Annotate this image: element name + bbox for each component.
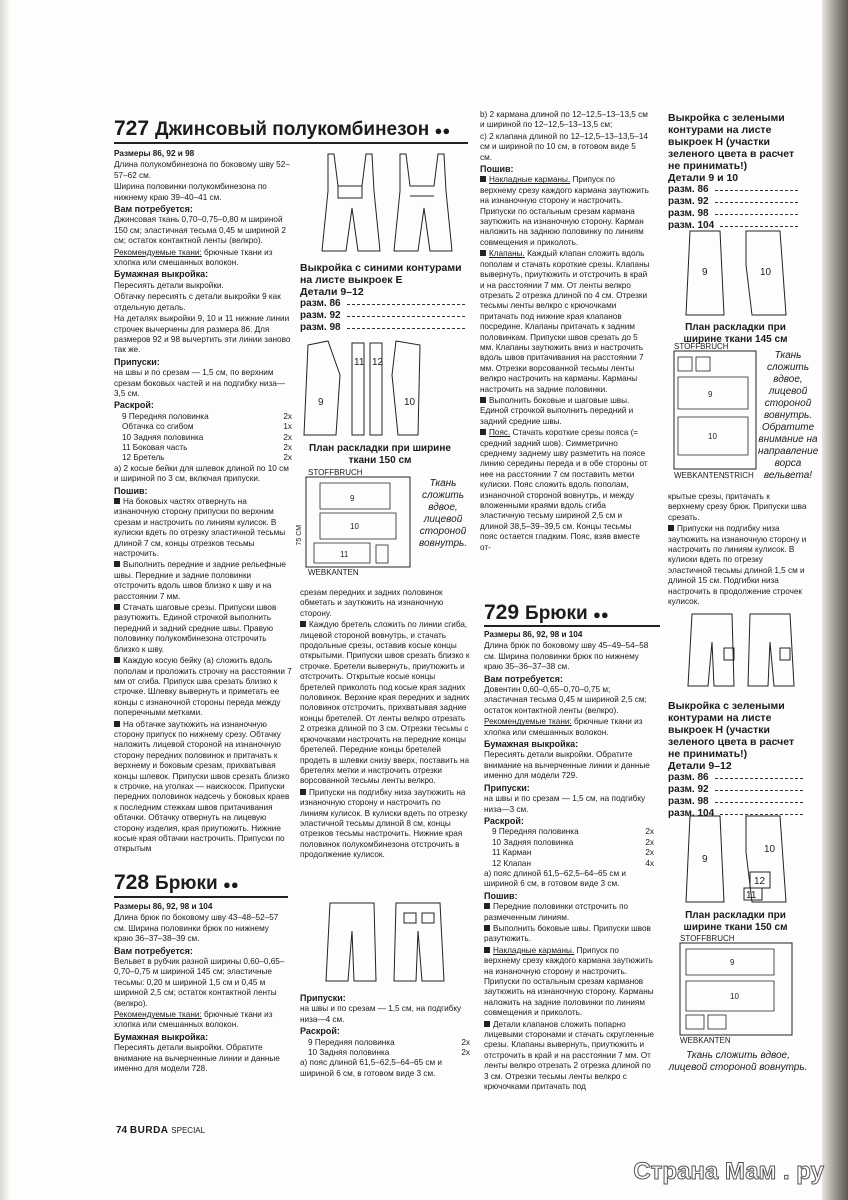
svg-text:STOFFBRUCH: STOFFBRUCH [674, 342, 729, 351]
layout-plan-title-727: План раскладки при ширине ткани 150 см [309, 443, 451, 466]
step-marker [114, 657, 120, 663]
title-rule [484, 625, 660, 627]
materials-text: Джинсовая ткань 0,70–0,75–0,80 м шириной 150 см; эластичная тесьма 0,45 м шириной 2 см; остаток контактной ленты (велкро). [114, 215, 286, 246]
pattern-pieces-col4 [680, 225, 805, 320]
model-title: Джинсовый полукомбинезон [155, 119, 430, 140]
model-727-title [114, 118, 474, 142]
sewing-step: Припуски на подгибку низа заутюжить на изнаночную сторону и настрочить по линиям кулисок. В кулиски вдеть по отрезку эластичной тесьмы длиной 8 см, концы отрезков тесьмы настрочить. Нижние края половинок полукомбинезона отстрочить в продолжение кулисок. [300, 787, 468, 860]
pattern-sheet-title: Выкройка с синими контурами на листе выкроек Е [300, 262, 462, 286]
model-728-title: 728 Брюки ●● [114, 871, 239, 894]
svg-text:9: 9 [702, 854, 708, 865]
step-marker [114, 561, 120, 567]
sewing-step: На обтачке заутюжить на изнаночную сторону припуск по нижнему срезу. Обтачку наложить лицевой стороной на изнаночную сторону передних половинок и притачать к верхнему и боковым срезам, прихватывая концы шлевок. Припуски швов срезать близко к строчке, на уголках — наискосок. Припуски передних половинок надсечь у боковых краев к последним стежкам швов притачивания обтачки. Обтачку отвернуть на лицевую сторону изделия, края приутюжить. Нижние косые края обтачки настрочить. Припуски по открытым [114, 719, 290, 854]
svg-text:STRICH: STRICH [724, 471, 754, 480]
facing-text: Обтачку пересиять с детали выкройки 9 как отдельную деталь. [114, 292, 281, 312]
svg-text:9: 9 [318, 397, 324, 408]
svg-text:9: 9 [702, 267, 708, 278]
cut-item: 9 Передняя половинка 2x [122, 411, 292, 421]
svg-text:10: 10 [708, 432, 717, 441]
trousers-729-illustration [676, 606, 806, 694]
step-marker [114, 498, 120, 504]
title-rule [114, 896, 288, 898]
svg-text:WEBKANTEN: WEBKANTEN [680, 1036, 731, 1045]
size-line: разм. 92 [300, 310, 465, 322]
pattern-sheet-box-col4: Выкройка с зелеными контурами на листе выкроек Н (участки зеленого цвета в расчет не принимать!) Детали 9 и 10 разм. 86 разм. 92 разм. 98 разм. 104 [668, 112, 798, 232]
cut-extra: а) 2 косые бейки для шлевок длиной по 10 см и шириной по 3 см, включая припуски. [114, 463, 289, 484]
svg-text:9: 9 [730, 958, 735, 967]
overall-illustration [300, 146, 465, 256]
fold-label: STOFFBRUCH [308, 468, 363, 477]
sizes-title: Размеры 86, 92 и 98 [114, 149, 195, 158]
pattern-sheet-box-729: Выкройка с зелеными контурами на листе выкроек Н (участки зеленого цвета в расчет не принимать!) Детали 9–12 разм. 86 разм. 92 разм. 98 разм. 104 [668, 700, 803, 820]
binding-shadow [822, 0, 848, 1200]
svg-text:9: 9 [708, 390, 713, 399]
lines-text: На деталях выкройки 9, 10 и 11 нижние линии строчек вычерчены для размера 86. Для размеров 92 и 98 вычертить эти линии заново так же. [114, 314, 291, 355]
size-line: разм. 86 [300, 298, 465, 310]
layout-plan-727 [300, 468, 418, 577]
materials-title: Вам потребуется: [114, 204, 193, 215]
brand-name: BURDA [129, 1125, 169, 1136]
selvage-label: WEBKANTEN [308, 568, 359, 577]
model-729-title: 729 Брюки ●● [484, 601, 609, 624]
cut-item: Обтачка со сгибом 1x [122, 422, 292, 432]
pattern-sheet-box-727 [300, 262, 465, 334]
model-727-col3: b) 2 кармана длиной по 12–12,5–13–13,5 см и шириной по 12–12,5–13–13,5 см; c) 2 клапана длиной по 12–12,5–13–13,5–14 см и шириной по 10 см, в готовом виде 5 см. Пошив: Накладные карманы. Припуск по верхнему срезу каждого кармана заутюжить на изнаночную сторону и настрочить. Припуски по остальным срезам кармана заутюжить на изнаночную сторону. Карман наложить на заднюю половинку по линиям совмещения и приколоть. Клапаны. Каждый клапан сложить вдоль пополам и стачать короткие срезы. Клапаны вывернуть, приутюжить и отстрочить в край и на расстоянии 7 мм. От ленты велкро отрезать 2 отрезка длиной по 4 см. Отрезки тесьмы ленты велкро с крючочками притачать под нижние края клапанов посредине. Клапаны притачать к задним половинкам. Припуски швов срезать до 5 мм. Клапаны заутюжить вниз и настрочить вдоль швов притачивания на расстоянии 7 мм. Отрезки ворсованной тесьмы ленты велкро настрочить на карманы. Карманы настрочить на задние половинки. Выполнить боковые и шаговые швы. Единой строчкой выполнить передний и задний средние швы. Пояс. Стачать короткие срезы пояса (= средний задний шов). Симметрично среднему заднему шву разметить на поясе линию середины переда и в обе стороны от нее на расстоянии 7 см поставить метки кулиски. Пояс сложить вдоль пополам, изнаночной стороной вовнутрь, и между вложенными краями вдоль сгиба эластичную тесьму шириной 2,5 см и длиной 38,5–39–39,5 см. Концы тесьмы пояс остается гладким. Пояс, взяв вместе от- [480, 110, 650, 552]
sewing-step: Каждую косую бейку (а) сложить вдоль пополам и проложить строчку на расстоянии 7 мм от сгиба. Припуск шва срезать близко к строчке. Шлевку вывернуть и приметать ее концы с изнаночной стороны переда между поперечными метками. [114, 656, 292, 718]
svg-text:10: 10 [404, 397, 416, 408]
model-728-col2: Припуски: на швы и по срезам — 1,5 см, на подгибку низа—4 см. Раскрой: 9 Передняя половинка 2x 10 Задняя половинка 2x а) пояс длиной 61,5–62,5–64–65 см и шириной 6 см, в готовом виде 3 см. [300, 993, 470, 1078]
pattern-text: Пересиять детали выкройки. [114, 280, 224, 290]
page-number: 74 [116, 1125, 128, 1136]
height-label-727: 75 CM [296, 524, 304, 546]
svg-text:9: 9 [350, 494, 355, 503]
model-729-col: Размеры 86, 92, 98 и 104 Длина брюк по боковому шву 45–49–54–58 см. Ширина половинки брюк по нижнему краю 35–36–37–38 см. Вам потребуется: Довентин 0,60–0,65–0,70–0,75 м; эластичная тесьма 0,45 м шириной 2,5 см; остаток контактной ленты (велкро). Рекомендуемые ткани: брючные ткани из хлопка или смешанных волокон. Бумажная выкройка: Пересиять детали выкройки. Обратите внимание на вычерченные линии и данные именно для модели 729. Припуски: на швы и по срезам — 1,5 см, на подгибку низа—3 см. Раскрой: 9 Передняя половинка 2x 10 Задняя половинка 2x 11 Карман 2x 12 Клапан 4x а) пояс длиной 61,5–62,5–64–65 см и шириной 6 см, в готовом виде 3 см. Пошив: Передние половинки отстрочить по размеченным линиям. Выполнить боковые швы. Припуски швов разутюжить. Накладные карманы. Припуск по верхнему срезу каждого кармана заутюжить на изнаночную сторону и настрочить. Припуски по остальным срезам карманов заутюжить на изнаночную сторону. Карманы наложить на задние половинки по линиям совмещения и приколоть. Детали клапанов сложить попарно лицевыми сторонами и стачать скругленные срезы. Клапаны вывернуть, приутюжить и отстрочить в край и на расстоянии 7 мм. От ленты велкро отрезать 2 отрезка длиной по 3 см. Отрезки тесьмы ленты велкро с крючочками притачать под [484, 630, 654, 1092]
model-728-col1: Размеры 86, 92, 98 и 104 Длина брюк по боковому шву 43–48–52–57 см. Ширина половинки брюк по нижнему краю 36–37–38–39 см. Вам потребуется: Вельвет в рубчик разной ширины 0,60–0,65–0,70–0,75 м шириной 145 см; эластичные тесьмы: 0,20 м шириной 1,5 см и 0,45 м шириной 2,5 см; остаток контактной ленты (велкро). Рекомендуемые ткани: брючные ткани из хлопка или смешанных волокон. Бумажная выкройка: Пересиять детали выкройки. Обратите внимание на вычерченные линии и данные именно для модели 728. [114, 902, 285, 1074]
sewing-title: Пошив: [480, 164, 514, 175]
sizes-text: Длина полукомбинезона по боковому шву 52–57–62 см. [114, 160, 290, 180]
sewing-step: Выполнить передние и задние рельефные швы. Передние и задние половинки отстрочить вдоль швов близко к шву и на расстоянии 7 мм. [114, 560, 286, 601]
pattern-pieces-727 [300, 335, 465, 440]
page-left-shadow [0, 0, 10, 1200]
trousers-728-illustration [310, 895, 460, 990]
pattern-title: Бумажная выкройка: [114, 269, 209, 280]
sewing-step: На боковых частях отвернуть на изнаночную сторону припуски по верхним срезам и настрочить по линиям кулисок. В кулиски вдеть по отрезку эластичной тесьмы длиной 7 см, концы отрезков тесьмы настрочить. [114, 497, 286, 559]
svg-text:10: 10 [764, 844, 776, 855]
title-rule [114, 142, 468, 144]
cut-item: 12 Бретель 2x [122, 453, 292, 463]
cut-item: 10 Задняя половинка 2x [122, 432, 292, 442]
svg-text:11: 11 [746, 890, 757, 901]
layout-plan-729a [668, 342, 763, 480]
svg-text:WEBKANTEN: WEBKANTEN [674, 471, 725, 480]
step-marker [114, 721, 120, 727]
model-727-col2 [300, 588, 470, 868]
cut-item: 11 Боковая часть 2x [122, 442, 292, 452]
sewing-step: Каждую бретель сложить по линии сгиба, лицевой стороной вовнутрь, и стачать продольные срезы, оставив косые концы открытыми. Припуски швов срезать близко к строчке. Бретели вывернуть, приутюжить и отстрочить. Открытые косые концы бретелей приколоть под косые края задних половинок. Верхние края передних и задних половинок отстрочить, прихватывая задние концы бретелей. От ленты велкро отрезать 2 отрезка длиной по 3 см. Отрезки тесьмы с крючочками настрочить на передние концы бретелей. Передние концы бретелей продеть в шлевки снизу вверх, поставить на бретелях метки и настрочить отрезки ворсованной тесьмы ленты велкро. [300, 620, 470, 786]
pattern-parts: Детали 9 и 10 [668, 172, 739, 184]
layout-plan-title-729a: План раскладки при ширине ткани 145 см [683, 322, 788, 345]
svg-text:12: 12 [372, 357, 384, 368]
allowance-title: Припуски: [114, 356, 160, 367]
model-727-col1 [114, 149, 292, 869]
model-number: 727 [114, 117, 150, 140]
allowance-text: на швы и по срезам — 1,5 см, по верхним срезам боковых частей и на подгибку низа—3,5 см. [114, 368, 285, 398]
section-name: SPECIAL [171, 1126, 206, 1135]
pattern-pieces-729 [680, 812, 805, 907]
svg-text:11: 11 [354, 357, 365, 368]
svg-text:10: 10 [760, 267, 772, 278]
width-text: Ширина половинки полукомбинезона по нижнему краю 39–40–41 см. [114, 182, 267, 202]
sewing-step: Стачать шаговые срезы. Припуски швов разутюжить. Единой строчкой выполнить передний и задний средние швы. Правую половинку полукомбинезона отстрочить близко к шву. [114, 603, 277, 654]
svg-text:10: 10 [730, 992, 739, 1001]
step-marker [114, 604, 120, 610]
layout-note-729b: Ткань сложить вдвое, лицевой стороной вовнутрь. [668, 1050, 808, 1073]
site-watermark: Страна Мам . ру [633, 1158, 824, 1185]
layout-plan-title-729b: План раскладки при ширине ткани 150 см [683, 910, 788, 933]
sewing-title: Пошив: [114, 485, 148, 496]
svg-text:11: 11 [340, 550, 349, 559]
recommended-label: Рекомендуемые ткани: [114, 247, 202, 257]
size-line: разм. 98 [300, 322, 465, 334]
pattern-sheet-title: Выкройка с зелеными контурами на листе выкроек Н (участки зеленого цвета в расчет не принимать!) [668, 112, 795, 172]
cutting-title: Раскрой: [114, 400, 154, 411]
page-footer [116, 1125, 205, 1136]
layout-note-727: Ткань сложить вдвое, лицевой стороной вовнутрь. [418, 478, 468, 549]
layout-note-729a: Ткань сложить вдвое, лицевой стороной вовнутрь. Обратите внимание на направление ворса вельвета! [758, 350, 819, 481]
svg-text:STOFFBRUCH: STOFFBRUCH [680, 934, 735, 943]
difficulty-dots: ●● [434, 123, 451, 138]
svg-text:12: 12 [754, 876, 766, 887]
col2-text: срезам передних и задних половинок обметать и заутюжить на изнаночную сторону. [300, 588, 444, 618]
col4-text: крытые срезы, притачать к верхнему срезу брюк. Припуски шва срезать. Припуски на подгибку низа заутюжить на изнаночную сторону и настрочить по линиям кулисок. В кулиски вдеть по отрезку эластичной тесьмы длиной 1,5 см и длиной 15 см. Подгибки низа настрочить в продолжение строчек кулисок. [668, 492, 807, 607]
svg-text:10: 10 [350, 522, 359, 531]
recommended-text: брючные ткани из хлопка или смешанных волокон. [114, 247, 273, 268]
pattern-parts: Детали 9–12 [300, 286, 364, 298]
layout-plan-729b [674, 935, 799, 1045]
